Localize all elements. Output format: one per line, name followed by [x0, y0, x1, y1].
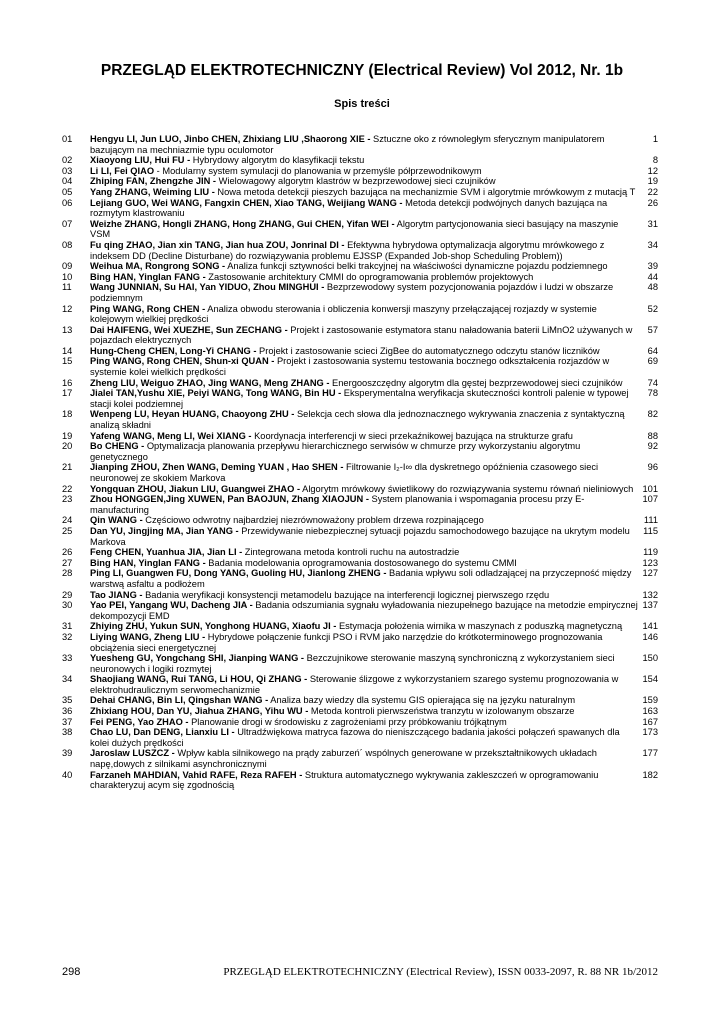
toc-entry [0, 441, 724, 462]
entry-number: 09 [62, 261, 73, 272]
entry-number: 31 [62, 621, 73, 632]
entry-number: 40 [62, 769, 73, 780]
toc-entry [0, 166, 724, 177]
entry-title: Projekt i zastosowania systemu testowania bocznego odkształcenia rozjazdów w systemie kolei wielkich prędkości [90, 356, 610, 378]
journal-title: PRZEGLĄD ELEKTROTECHNICZNY (Electrical Review) Vol 2012, Nr. 1b [100, 62, 624, 79]
entry-title: System planowania i wspomagania procesu przy E-manufacturing [90, 494, 585, 515]
entry-text [90, 526, 638, 547]
entry-text [90, 770, 638, 791]
entry-text [90, 166, 638, 177]
entry-title: Struktura automatycznego wykrywania zakleszczeń w oprogramowaniu charakteryzuj acym się zgodnością [90, 769, 599, 791]
entry-authors: Zhiying ZHU, Yukun SUN, Yonghong HUANG, Xiaofu JI - [90, 621, 337, 632]
entry-number: 29 [62, 589, 73, 600]
entry-page: 39 [647, 261, 658, 272]
entry-title: Projekt i zastosowanie estymatora stanu naładowania baterii LiMnO2 używanych w pojazdach elektrycznych [90, 324, 633, 346]
entry-title: Przewidywanie niebezpiecznej sytuacji pojazdu samochodowego bazujące na ukrytym modelu Markova [90, 525, 630, 547]
entry-page: 57 [647, 324, 658, 335]
entry-title: Filtrowanie I₂-I∞ dla dyskretnego opóźnienia czasowego sieci neuronowej ze skokiem Markova [90, 462, 599, 483]
entry-number: 11 [62, 282, 72, 293]
entry-number: 20 [62, 441, 73, 452]
page-number: 298 [62, 966, 81, 978]
entry-page: 127 [642, 568, 658, 579]
entry-authors: Ping WANG, Rong CHEN - [90, 303, 206, 314]
entry-title: Analiza funkcji sztywności belki trakcyjnej na właściwości dynamiczne pojazdu podziemnego [225, 261, 608, 272]
entry-title: Bezprzewodowy system pozycjonowania pojazdów i ludzi w obszarze podziemnym [90, 282, 614, 303]
entry-number: 16 [62, 377, 73, 388]
entry-text [90, 727, 638, 748]
entry-page: 12 [647, 165, 658, 176]
entry-number: 37 [62, 716, 73, 727]
entry-text [90, 568, 638, 589]
entry-text [90, 325, 638, 346]
entry-page: 132 [642, 589, 658, 600]
entry-title: Częściowo odwrotny najbardziej niezrównoważony problem drzewa rozpinającego [142, 515, 484, 526]
toc-entry [0, 282, 724, 303]
entry-authors: Weizhe ZHANG, Hongli ZHANG, Hong ZHANG, Gui CHEN, Yifan WEI - [90, 218, 395, 229]
entry-number: 10 [62, 271, 73, 282]
toc-entry [0, 187, 724, 198]
entry-page: 163 [642, 706, 658, 717]
entry-authors: Liying WANG, Zheng LIU - [90, 631, 206, 642]
entry-page: 107 [642, 494, 658, 505]
entry-text [90, 462, 638, 483]
entry-page: 137 [642, 600, 658, 611]
entry-text [90, 304, 638, 325]
entry-text [90, 261, 638, 272]
entry-number: 35 [62, 695, 73, 706]
entry-page: 8 [652, 155, 658, 166]
entry-authors: Zhou HONGGEN,Jing XUWEN, Pan BAOJUN, Zhang XIAOJUN - [90, 494, 369, 505]
entry-title: Ultradźwiękowa matryca fazowa do nieniszczącego badania jakości połączeń spawanych dla kolei dużych prędkości [90, 727, 620, 748]
entry-authors: Jaroslaw LUSZCZ - [90, 748, 175, 759]
entry-number: 18 [62, 409, 73, 420]
entry-authors: Fei PENG, Yao ZHAO - [90, 716, 189, 727]
entry-authors: Weihua MA, Rongrong SONG - [90, 261, 226, 272]
entry-authors: Tao JIANG - [90, 589, 143, 600]
entry-title: Efektywna hybrydowa optymalizacja algorytmu mrówkowego z indeksem DD (Decline Disturbane) do rozwiązywania problemu EJSSP (Expanded Job-shop Scheduling Problem)) [90, 239, 605, 261]
entry-text [90, 240, 638, 261]
entry-page: 96 [647, 462, 658, 473]
entry-number: 21 [62, 462, 73, 473]
entry-text [90, 558, 638, 569]
entry-number: 34 [62, 674, 73, 685]
entry-title: Hybrydowe połączenie funkcji PSO i RVM jako narzędzie do krótkoterminowego prognozowania obciążenia sieci energetycznej [90, 631, 603, 653]
entry-number: 32 [62, 631, 73, 642]
entry-page: 150 [642, 653, 658, 664]
toc-entry [0, 653, 724, 674]
entry-number: 36 [62, 706, 73, 717]
entry-text [90, 134, 638, 155]
entry-number: 23 [62, 494, 73, 505]
entry-text [90, 621, 638, 632]
footer-journal-info: PRZEGLĄD ELEKTROTECHNICZNY (Electrical Review), ISSN 0033-2097, R. 88 NR 1b/2012 [223, 966, 658, 978]
entry-page: 88 [647, 430, 658, 441]
entry-authors: Yao PEI, Yangang WU, Dacheng JIA - [90, 600, 253, 611]
entry-authors: Li LI, Fei QIAO [90, 165, 155, 176]
entry-text [90, 494, 638, 515]
entry-authors: Bing HAN, Yinglan FANG - [90, 271, 206, 282]
toc-entry [0, 431, 724, 442]
toc-entry [0, 748, 724, 769]
toc-entry [0, 770, 724, 791]
entry-number: 27 [62, 557, 73, 568]
entry-number: 13 [62, 324, 73, 335]
entry-title: Bezczujnikowe sterowanie maszyną synchroniczną z wykorzystaniem sieci neuronowych i logiki rozmytej [90, 653, 615, 674]
entry-authors: Yongquan ZHOU, Jiakun LIU, Guangwei ZHAO - [90, 483, 301, 494]
toc-entry [0, 632, 724, 653]
entry-authors: Chao LU, Dan DENG, Lianxiu LI - [90, 727, 235, 738]
entry-number: 08 [62, 239, 73, 250]
toc-entry [0, 356, 724, 377]
toc-entry [0, 176, 724, 187]
entry-authors: Yuesheng GU, Yongchang SHI, Jianping WANG - [90, 653, 305, 664]
entry-title: Algorytm partycjonowania sieci basujący na maszynie VSM [90, 218, 619, 240]
entry-authors: Dehai CHANG, Bin LI, Qingshan WANG - [90, 695, 269, 706]
entry-text [90, 198, 638, 219]
entry-page: 26 [647, 197, 658, 208]
entry-page: 177 [642, 748, 658, 759]
entry-authors: Yafeng WANG, Meng LI, Wei XIANG - [90, 430, 252, 441]
entry-text [90, 388, 638, 409]
entry-text [90, 600, 638, 621]
toc-entry [0, 568, 724, 589]
toc-entry [0, 155, 724, 166]
entry-authors: Wang JUNNIAN, Su HAI, Yan YIDUO, Zhou MINGHUI - [90, 282, 325, 293]
toc-entry [0, 484, 724, 495]
entry-text [90, 431, 638, 442]
toc-entry [0, 134, 724, 155]
entry-authors: Dan YU, Jingjing MA, Jian YANG - [90, 525, 239, 536]
toc-entry [0, 378, 724, 389]
toc-entry [0, 695, 724, 706]
entry-page: 74 [647, 377, 658, 388]
entry-page: 44 [647, 271, 658, 282]
entry-text [90, 547, 638, 558]
entry-text [90, 282, 638, 303]
entry-number: 12 [62, 303, 73, 314]
entry-title: Badania odszumiania sygnału wyładowania niezupełnego bazujące na metodzie empirycznej dekompozycji EMD [90, 600, 638, 621]
entry-title: Estymacja położenia wirnika w maszynach z poduszką magnetyczną [336, 621, 623, 632]
entry-number: 30 [62, 600, 73, 611]
entry-number: 38 [62, 727, 73, 738]
entry-title: Zintegrowana metoda kontroli ruchu na autostradzie [242, 547, 460, 558]
entry-text [90, 441, 638, 462]
entry-title: Energooszczędny algorytm dla gęstej bezprzewodowej sieci czujników [329, 377, 623, 388]
entry-page: 52 [647, 303, 658, 314]
entry-title: Selekcja cech słowa dla jednoznacznego wykrywania znaczenia z syntaktyczną analizą składni [90, 409, 625, 431]
toc-entry [0, 494, 724, 515]
entry-page: 1 [652, 134, 658, 144]
entry-page: 69 [647, 356, 658, 367]
entry-authors: Bing HAN, Yinglan FANG - [90, 557, 206, 568]
entry-page: 34 [647, 239, 658, 250]
entry-number: 17 [62, 388, 73, 399]
entry-authors: Zhiping FAN, Zhengzhe JIN - [90, 176, 217, 187]
entry-text [90, 378, 638, 389]
entry-text [90, 748, 638, 769]
entry-text [90, 515, 638, 526]
entry-text [90, 176, 638, 187]
entry-page: 115 [643, 525, 658, 536]
entry-authors: Hengyu LI, Jun LUO, Jinbo CHEN, Zhixiang LIU ,Shaorong XIE - [90, 134, 371, 144]
entry-text [90, 187, 638, 198]
toc-entry [0, 198, 724, 219]
toc-entry [0, 717, 724, 728]
entry-title: Hybrydowy algorytm do klasyfikacji tekstu [190, 155, 365, 166]
entry-text [90, 409, 638, 430]
entry-number: 05 [62, 186, 73, 197]
entry-authors: Farzaneh MAHDIAN, Vahid RAFE, Reza RAFEH - [90, 769, 303, 780]
entry-authors: Jialei TAN,Yushu XIE, Peiyi WANG, Tong WANG, Bin HU - [90, 388, 342, 399]
entry-authors: Xiaoyong LIU, Hui FU - [90, 155, 191, 166]
entry-authors: Fu qing ZHAO, Jian xin TANG, Jian hua ZOU, Jonrinal DI - [90, 239, 345, 250]
entry-text [90, 632, 638, 653]
entry-text [90, 155, 638, 166]
entry-title: Sztuczne oko z równoległym sferycznym manipulatorem bazującym na mechniazmie typu oculomotor [90, 134, 605, 155]
toc-entry [0, 600, 724, 621]
entry-authors: Qin WANG - [90, 515, 143, 526]
entry-page: 154 [642, 674, 658, 685]
entry-text [90, 484, 638, 495]
toc-entry [0, 261, 724, 272]
entry-title: Badania weryfikacji konsystencji metamodelu bazujące na interferencji logicznej pierwszego rzędu [142, 589, 550, 600]
toc-entry [0, 590, 724, 601]
entry-title: Metoda detekcji podwójnych danych bazująca na rozmytym klastrowaniu [90, 197, 608, 219]
entry-authors: Jianping ZHOU, Zhen WANG, Deming YUAN , Hao SHEN - [90, 462, 344, 473]
entry-title: Wpływ kabla silnikowego na prądy zaburzeń´ wspólnych generowane w przekształtnikowych układach napę,dowych z silnikami asynchronicznymi [90, 748, 597, 770]
toc-entry [0, 558, 724, 569]
entry-text [90, 717, 638, 728]
toc-entry [0, 462, 724, 483]
entry-text [90, 674, 638, 695]
entry-number: 39 [62, 748, 73, 759]
toc-entry [0, 240, 724, 261]
toc-entry [0, 621, 724, 632]
table-of-contents [0, 134, 724, 791]
entry-authors: Shaojiang WANG, Rui TANG, Li HOU, Qi ZHANG - [90, 674, 308, 685]
toc-entry [0, 325, 724, 346]
entry-authors: Yang ZHANG, Weiming LIU - [90, 186, 215, 197]
entry-authors: Ping LI, Guangwen FU, Dong YANG, Guoling HU, Jianlong ZHENG - [90, 568, 387, 579]
entry-number: 07 [62, 218, 73, 229]
entry-number: 26 [62, 547, 73, 558]
entry-title: Sterowanie ślizgowe z wykorzystaniem szarego systemu prognozowania w elektrohudraulicznym serwomechanizmie [90, 674, 619, 695]
entry-page: 22 [647, 186, 658, 197]
entry-number: 15 [62, 356, 73, 367]
entry-page: 182 [642, 769, 658, 780]
entry-number: 14 [62, 345, 73, 356]
toc-entry [0, 547, 724, 558]
toc-entry [0, 304, 724, 325]
toc-entry [0, 526, 724, 547]
entry-page: 31 [647, 218, 658, 229]
entry-title: Metoda kontroli pierwszeństwa tranzytu w izolowanym obszarze [308, 706, 575, 717]
entry-title: Badania wpływu soli odladzającej na przyczepność między warstwą asfaltu a podłożem [90, 568, 632, 589]
toc-entry [0, 272, 724, 283]
entry-authors: Feng CHEN, Yuanhua JIA, Jian LI - [90, 547, 243, 558]
entry-title: Nowa metoda detekcji pieszych bazująca na mechanizmie SVM i algorytmie mrówkowym z mutacją T [214, 186, 636, 197]
entry-title: - Modularny system symulacji do planowania w przemyśle półprzewodnikowym [154, 165, 482, 176]
toc-entry [0, 219, 724, 240]
entry-text [90, 346, 638, 357]
entry-authors: Hung-Cheng CHEN, Long-Yi CHANG - [90, 345, 257, 356]
entry-title: Analiza bazy wiedzy dla systemu GIS opierająca się na języku naturalnym [268, 695, 576, 706]
toc-entry [0, 346, 724, 357]
entry-title: Eksperymentalna weryfikacja skuteczności kontroli palenie w typowej stacji kolei podziemnej [90, 388, 629, 409]
entry-title: Wielowagowy algorytm klastrów w bezprzewodowej sieci czujników [216, 176, 496, 187]
entry-page: 78 [647, 388, 658, 399]
entry-text [90, 695, 638, 706]
entry-title: Projekt i zastosowanie scieci ZigBee do automatycznego odczytu stanów liczników [256, 345, 600, 356]
toc-entry [0, 409, 724, 430]
entry-page: 167 [642, 716, 658, 727]
entry-authors: Bo CHENG - [90, 441, 145, 452]
entry-authors: Ping WANG, Rong CHEN, Shun-xi QUAN - [90, 356, 275, 367]
entry-title: Analiza obwodu sterowania i obliczenia konwersji maszyny przełączającej rozjazdy w systemie kolejowym wielkiej prędkości [90, 303, 597, 325]
entry-authors: Zhixiang HOU, Dan YU, Jiahua ZHANG, Yihu WU - [90, 706, 309, 717]
entry-text [90, 706, 638, 717]
entry-number: 19 [62, 430, 73, 441]
entry-page: 19 [647, 176, 658, 187]
entry-title: Planowanie drogi w środowisku z zagrożeniami przy próbkowaniu trójkątnym [188, 716, 507, 727]
entry-authors: Zheng LIU, Weiguo ZHAO, Jing WANG, Meng ZHANG - [90, 377, 330, 388]
entry-title: Koordynacja interferencji w sieci przekaźnikowej bazująca na strukturze grafu [251, 430, 573, 441]
entry-number: 06 [62, 197, 73, 208]
entry-number: 03 [62, 165, 73, 176]
entry-page: 146 [642, 631, 658, 642]
entry-title: Badania modelowania oprogramowania dostosowanego do systemu CMMI [205, 557, 517, 568]
entry-title: Algorytm mrówkowy świetlikowy do rozwiązywania systemu równań nieliniowych [300, 483, 634, 494]
entry-title: Zastosowanie architektury CMMI do oprogramowania problemów projektowych [205, 271, 534, 282]
entry-text [90, 590, 638, 601]
entry-title: Optymalizacja planowania przepływu hierarchicznego serwisów w chmurze przy wykorzystaniu algorytmu genetycznego [90, 441, 581, 462]
entry-number: 01 [62, 134, 73, 144]
toc-entry [0, 388, 724, 409]
entry-page: 159 [642, 695, 658, 706]
entry-number: 25 [62, 525, 73, 536]
toc-entry [0, 727, 724, 748]
entry-number: 02 [62, 155, 73, 166]
entry-text [90, 653, 638, 674]
entry-page: 141 [642, 621, 658, 632]
entry-page: 48 [647, 282, 658, 293]
entry-page: 101 [642, 483, 658, 494]
entry-page: 64 [647, 345, 658, 356]
entry-authors: Wenpeng LU, Heyan HUANG, Chaoyong ZHU - [90, 409, 295, 420]
entry-page: 92 [647, 441, 658, 452]
entry-number: 24 [62, 515, 73, 526]
entry-page: 111 [643, 515, 658, 526]
entry-page: 119 [643, 547, 658, 558]
entry-text [90, 272, 638, 283]
entry-text [90, 219, 638, 240]
entry-page: 123 [642, 557, 658, 568]
entry-authors: Dai HAIFENG, Wei XUEZHE, Sun ZECHANG - [90, 324, 288, 335]
toc-heading: Spis treści [334, 98, 390, 110]
entry-text [90, 356, 638, 377]
entry-number: 28 [62, 568, 73, 579]
toc-entry [0, 674, 724, 695]
entry-page: 82 [647, 409, 658, 420]
entry-authors: Lejiang GUO, Wei WANG, Fangxin CHEN, Xiao TANG, Weijiang WANG - [90, 197, 403, 208]
entry-number: 22 [62, 483, 73, 494]
entry-number: 04 [62, 176, 73, 187]
toc-entry [0, 706, 724, 717]
toc-entry [0, 515, 724, 526]
entry-page: 173 [642, 727, 658, 738]
entry-number: 33 [62, 653, 73, 664]
